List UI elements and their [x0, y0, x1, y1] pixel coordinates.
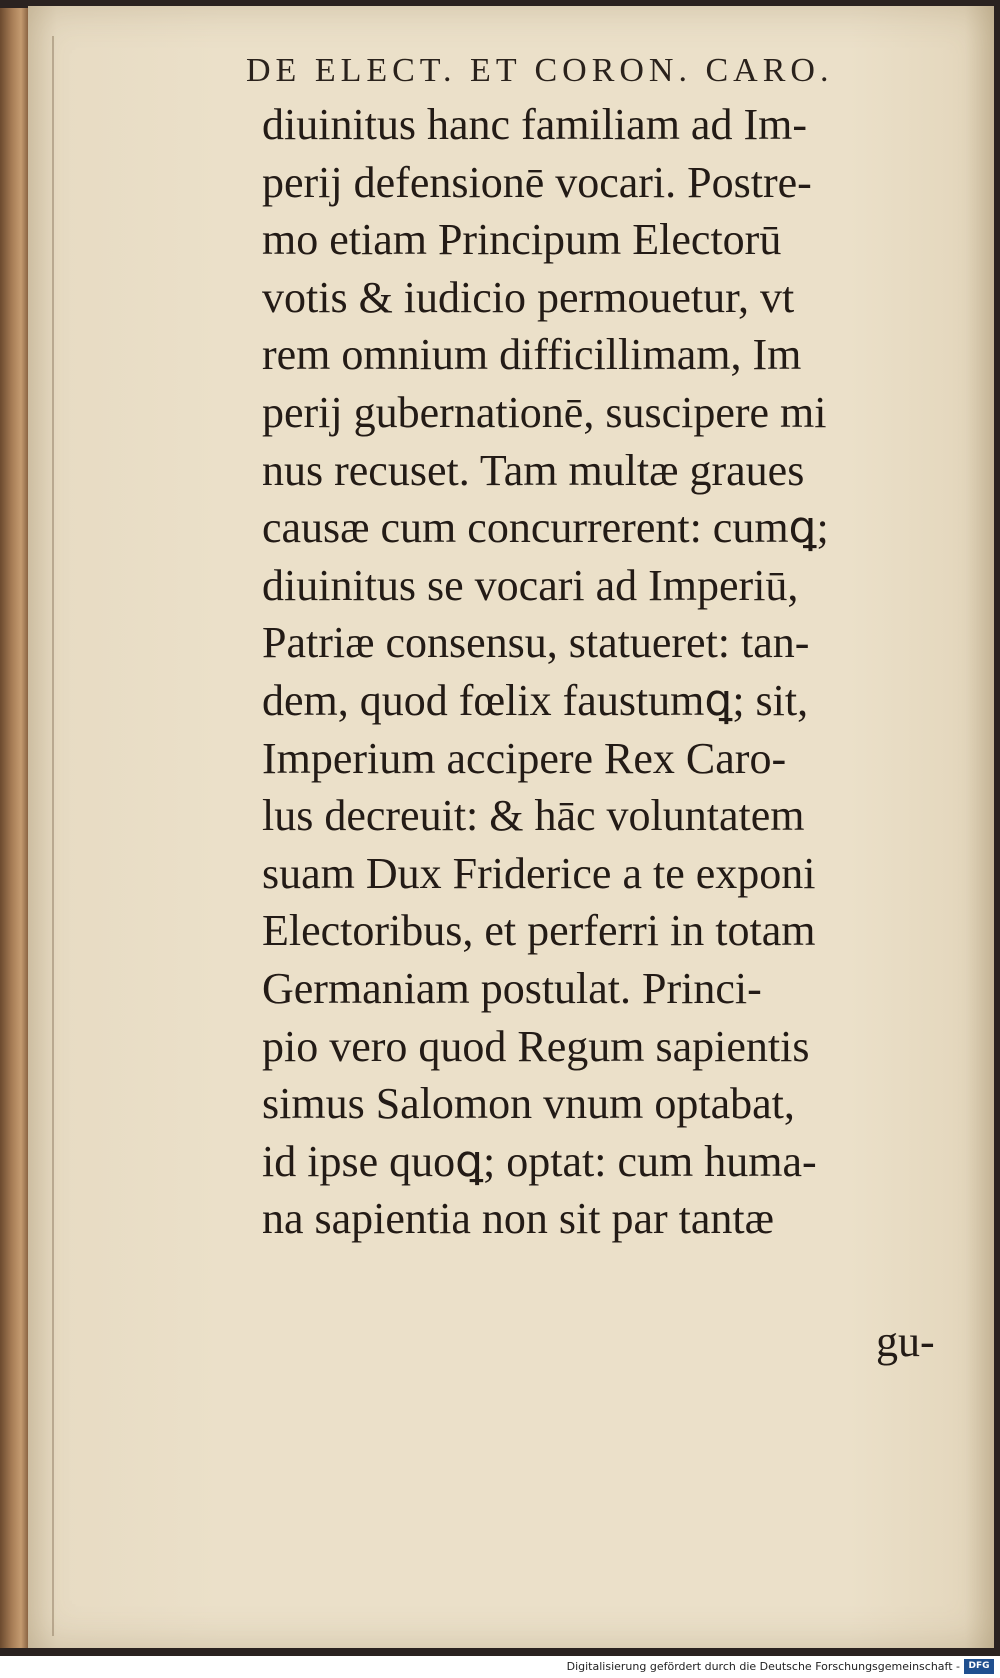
running-head: DE ELECT. ET CORON. CARO. [246, 52, 834, 89]
text-line: mo etiam Principum Electorū [262, 215, 782, 265]
text-line: lus decreuit: & hāc voluntatem [262, 791, 805, 841]
page-gutter [52, 36, 54, 1636]
catchword: gu- [876, 1317, 935, 1366]
text-line: Electoribus, et perferri in totam [262, 906, 816, 956]
text-line: Germaniam postulat. Princi- [262, 963, 762, 1013]
footer-credit: Digitalisierung gefördert durch die Deutsche Forschungsgemeinschaft - [566, 1660, 960, 1673]
text-line: pio vero quod Regum sapientis [262, 1021, 810, 1071]
text-line: perij gubernationē, suscipere mi [262, 387, 827, 437]
text-line: diuinitus hanc familiam ad Im- [262, 100, 807, 149]
text-line: perij defensionē vocari. Postre- [262, 157, 812, 207]
text-line: votis & iudicio permouetur, vt [262, 272, 795, 322]
text-line: na sapientia non sit par tantæ [262, 1194, 774, 1244]
text-line: Patriæ consensu, statueret: tan- [262, 618, 810, 668]
text-line: Imperium accipere Rex Caro- [262, 733, 787, 783]
text-line: dem, quod fœlix faustumꝗ; sit, [262, 675, 809, 725]
book-cover-edge [0, 8, 30, 1648]
body-text [262, 96, 952, 1248]
text-line: suam Dux Friderice a te exponi [262, 848, 816, 898]
text-line: nus recuset. Tam multæ graues [262, 445, 805, 495]
text-line: causæ cum concurrerent: cumꝗ; [262, 503, 829, 553]
text-line: rem omnium difficillimam, Im [262, 330, 802, 380]
text-line: simus Salomon vnum optabat, [262, 1079, 795, 1129]
dfg-logo: DFG [964, 1659, 994, 1674]
text-line: id ipse quoꝗ; optat: cum huma- [262, 1136, 817, 1186]
text-line: diuinitus se vocari ad Imperiū, [262, 560, 799, 610]
